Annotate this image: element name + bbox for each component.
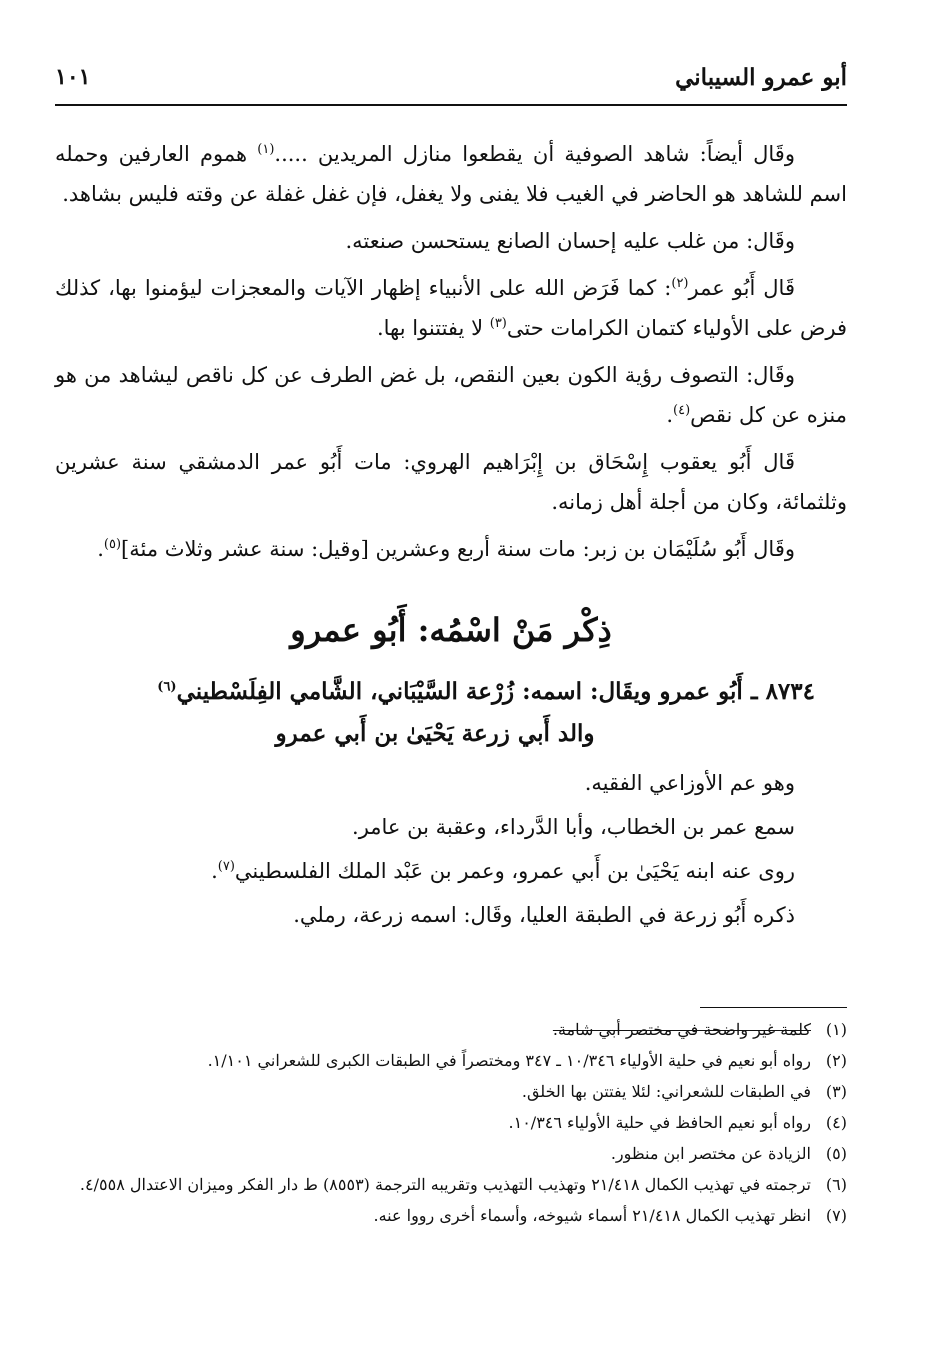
footnote-text: انظر تهذيب الكمال ٢١/٤١٨ أسماء شيوخه، وأسماء أخرى رووا عنه. xyxy=(373,1206,811,1225)
entry-paragraph: وهو عم الأوزاعي الفقيه. xyxy=(584,771,795,795)
paragraph: وقَال أَبُو سُلَيْمَان بن زبر: مات سنة أربع وعشرين [وقيل: سنة عشر وثلاث مئة]$^{(٥)}$. xyxy=(97,537,795,561)
main-text xyxy=(55,134,847,939)
footnote-ref: (١) xyxy=(257,142,275,157)
footnote-text: رواه أبو نعيم الحافظ في حلية الأولياء ١٠/٣٤٦. xyxy=(508,1113,811,1132)
paragraph: قَال أَبُو عمر$^{(٢)}$: كما فَرَض الله على الأنبياء إظهار الآيات والمعجزات ليؤمنوا بها، كذلك فرض على الأولياء كتمان الكرامات حتى$^{(٣)}$ لا يفتتنوا بها. xyxy=(55,276,847,340)
footnotes xyxy=(55,1014,847,1231)
footnote-number: (٥) xyxy=(825,1144,847,1163)
entry-heading xyxy=(55,671,847,755)
footnote-number: (٢) xyxy=(825,1051,847,1070)
paragraph: وقَال: التصوف رؤية الكون بعين النقص، بل غض الطرف عن كل ناقص ليشاهد من هو منزه عن كل نقص$^{(٤)}$. xyxy=(55,363,847,427)
page-number: ١٠١ xyxy=(55,64,91,90)
entry-paragraph: ذكره أَبُو زرعة في الطبقة العليا، وقَال: اسمه زرعة، رملي. xyxy=(293,903,795,927)
entry-paragraph: سمع عمر بن الخطاب، وأبا الدَّرداء، وعقبة بن عامر. xyxy=(352,815,795,839)
footnote-rule xyxy=(700,1007,847,1008)
footnote-number: (١) xyxy=(825,1020,847,1039)
footnote-ref: (٦) xyxy=(157,679,177,695)
footnote-text: الزيادة عن مختصر ابن منظور. xyxy=(610,1144,811,1163)
footnote xyxy=(55,1200,847,1231)
footnote-ref: (٥) xyxy=(103,537,122,552)
entry-heading-line1: ٨٧٣٤ ـ أَبُو عمرو ويقَال: اسمه: زُرْعة السَّيْبَاني، الشَّامي الفِلَسْطيني xyxy=(176,678,815,705)
running-title: أبو عمرو السيباني xyxy=(675,64,847,91)
footnote xyxy=(55,1169,847,1200)
header-rule xyxy=(55,104,847,106)
footnote-number: (٦) xyxy=(825,1175,847,1194)
footnote-number: (٧) xyxy=(825,1206,847,1225)
footnote xyxy=(55,1076,847,1107)
footnote-text: ترجمته في تهذيب الكمال ٢١/٤١٨ وتهذيب التهذيب وتقريبه الترجمة (٨٥٥٣) ط دار الفكر وميزان الاعتدال ٤/٥٥٨. xyxy=(79,1175,811,1194)
paragraph: قَال أَبُو يعقوب إِسْحَاق بن إِبْرَاهيم الهروي: مات أَبُو عمر الدمشقي سنة عشرين وثلثمائة، وكان من أجلة أهل زمانه. xyxy=(55,450,847,514)
entry-paragraph: روى عنه ابنه يَحْيَىٰ بن أَبي عمرو، وعمر بن عَبْد الملك الفلسطيني$^{(٧)}$. xyxy=(211,859,795,883)
footnote-ref: (٤) xyxy=(673,403,691,418)
footnote-number: (٣) xyxy=(825,1082,847,1101)
footnote-text: كلمة غير واضحة في مختصر أبي شامة. xyxy=(552,1020,811,1039)
footnote xyxy=(55,1014,847,1045)
footnote-text: رواه أبو نعيم في حلية الأولياء ١٠/٣٤٦ ـ ٣٤٧ ومختصراً في الطبقات الكبرى للشعراني ١/١٠١. xyxy=(207,1051,811,1070)
footnote-ref: (٣) xyxy=(489,316,507,331)
footnote-text: في الطبقات للشعراني: لئلا يفتتن بها الخلق. xyxy=(521,1082,811,1101)
footnote xyxy=(55,1107,847,1138)
paragraph: وقَال أيضاً: شاهد الصوفية أن يقطعوا منازل المريدين .....$^{(١)}$ هموم العارفين وحمله اسم للشاهد هو الحاضر في الغيب فلا يفنى ولا يغفل، فإن غفل غفلة عن وقته فليس بشاهد. xyxy=(55,142,847,206)
entry-heading-line2: والد أَبي زرعة يَحْيَىٰ بن أَبي عمرو xyxy=(275,720,595,747)
footnote xyxy=(55,1138,847,1169)
footnote-number: (٤) xyxy=(825,1113,847,1132)
footnote-ref: (٧) xyxy=(217,859,235,874)
paragraph: وقَال: من غلب عليه إحسان الصانع يستحسن صنعته. xyxy=(345,229,795,253)
footnote-ref: (٢) xyxy=(671,276,689,291)
section-heading: ذِكْر مَنْ اسْمُه: أَبُو عمرو xyxy=(290,611,612,649)
page-header xyxy=(55,58,847,98)
footnote xyxy=(55,1045,847,1076)
